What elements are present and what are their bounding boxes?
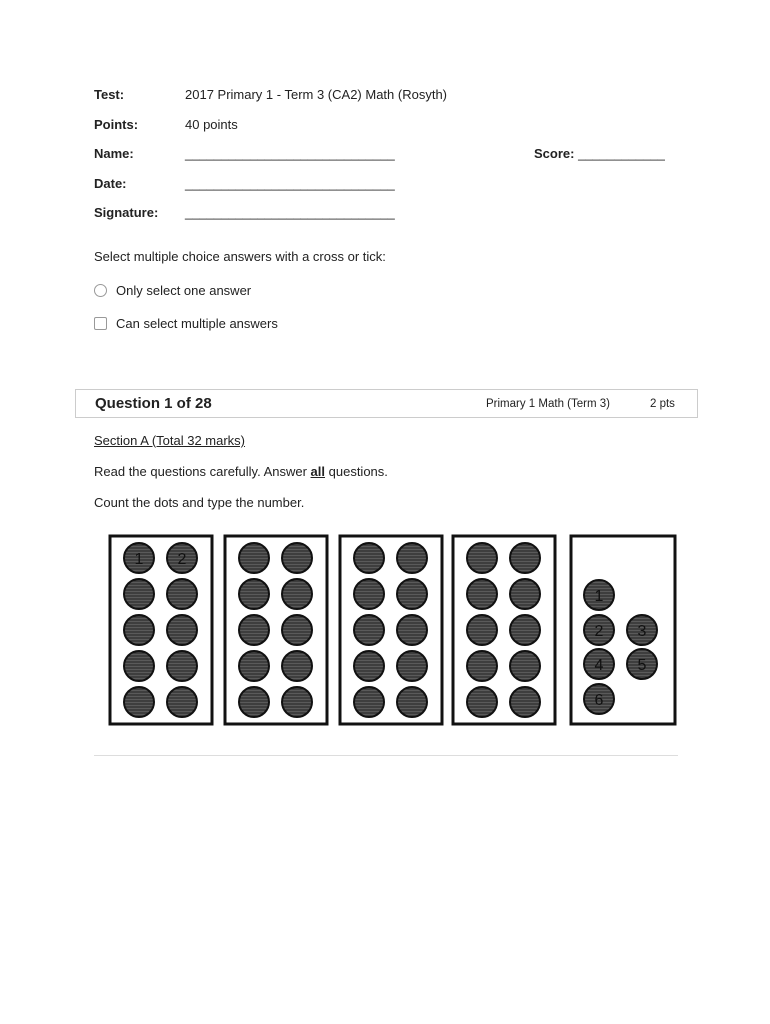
dot (397, 579, 427, 609)
question-points: 2 pts (650, 398, 675, 410)
dot (282, 651, 312, 681)
score-field (534, 146, 665, 161)
dot (167, 687, 197, 717)
question-title: Question 1 of 28 (95, 395, 212, 412)
dot (397, 651, 427, 681)
multiple-choice-label: Can select multiple answers (116, 316, 278, 331)
date-label: Date: (94, 176, 127, 191)
single-choice-label: Only select one answer (116, 283, 252, 298)
name-field[interactable]: _____________________________ (185, 146, 395, 161)
dot (510, 579, 540, 609)
read-suffix: questions. (325, 464, 388, 479)
dot (167, 651, 197, 681)
dot (239, 543, 269, 573)
radio-icon (94, 284, 107, 297)
read-instruction (94, 464, 388, 479)
dot-number-label: 6 (594, 692, 604, 709)
dot-number-label: 1 (134, 551, 144, 568)
dot (510, 687, 540, 717)
answer-instructions: Select multiple choice answers with a cross or tick: (94, 249, 386, 264)
dot (124, 615, 154, 645)
dot (467, 651, 497, 681)
signature-field[interactable]: _____________________________ (185, 205, 395, 220)
dot (167, 579, 197, 609)
dot-number-label: 3 (637, 623, 647, 640)
dot-number-label: 4 (594, 657, 604, 674)
dot (239, 687, 269, 717)
dot (239, 651, 269, 681)
test-value: 2017 Primary 1 - Term 3 (CA2) Math (Rosyth) (185, 87, 447, 102)
dot (282, 543, 312, 573)
read-bold: all (310, 464, 326, 479)
dot-number-label: 5 (637, 657, 647, 674)
dot (167, 615, 197, 645)
question-category: Primary 1 Math (Term 3) (486, 398, 610, 410)
dot (354, 651, 384, 681)
dot (354, 579, 384, 609)
dot (239, 615, 269, 645)
dot (397, 687, 427, 717)
dot-number-label: 1 (594, 588, 604, 605)
dot (124, 687, 154, 717)
question-prompt: Count the dots and type the number. (94, 495, 305, 510)
dot-number-label: 2 (177, 551, 187, 568)
dot (397, 615, 427, 645)
section-heading: Section A (Total 32 marks) (94, 433, 246, 448)
dot (467, 543, 497, 573)
dot (467, 579, 497, 609)
dot (239, 579, 269, 609)
divider (94, 755, 678, 756)
dot (354, 543, 384, 573)
dot-number-label: 2 (594, 623, 604, 640)
dot (282, 687, 312, 717)
dot (510, 615, 540, 645)
points-label: Points: (94, 117, 139, 132)
dot (124, 651, 154, 681)
dot (467, 687, 497, 717)
score-label: Score: (534, 146, 575, 161)
test-label: Test: (94, 87, 125, 102)
dot (397, 543, 427, 573)
dot (510, 543, 540, 573)
name-label: Name: (94, 146, 134, 161)
read-prefix: Read the questions carefully. Answer (94, 464, 311, 479)
dot (354, 615, 384, 645)
dot (282, 579, 312, 609)
signature-label: Signature: (94, 205, 159, 220)
dot (354, 687, 384, 717)
dot (282, 615, 312, 645)
points-value: 40 points (185, 117, 238, 132)
score-blank[interactable]: ____________ (578, 146, 665, 161)
dot (467, 615, 497, 645)
dot (510, 651, 540, 681)
question-header (75, 389, 698, 418)
checkbox-icon (94, 317, 107, 330)
date-field[interactable]: _____________________________ (185, 176, 395, 191)
ten-frames-figure (104, 532, 680, 732)
dot (124, 579, 154, 609)
